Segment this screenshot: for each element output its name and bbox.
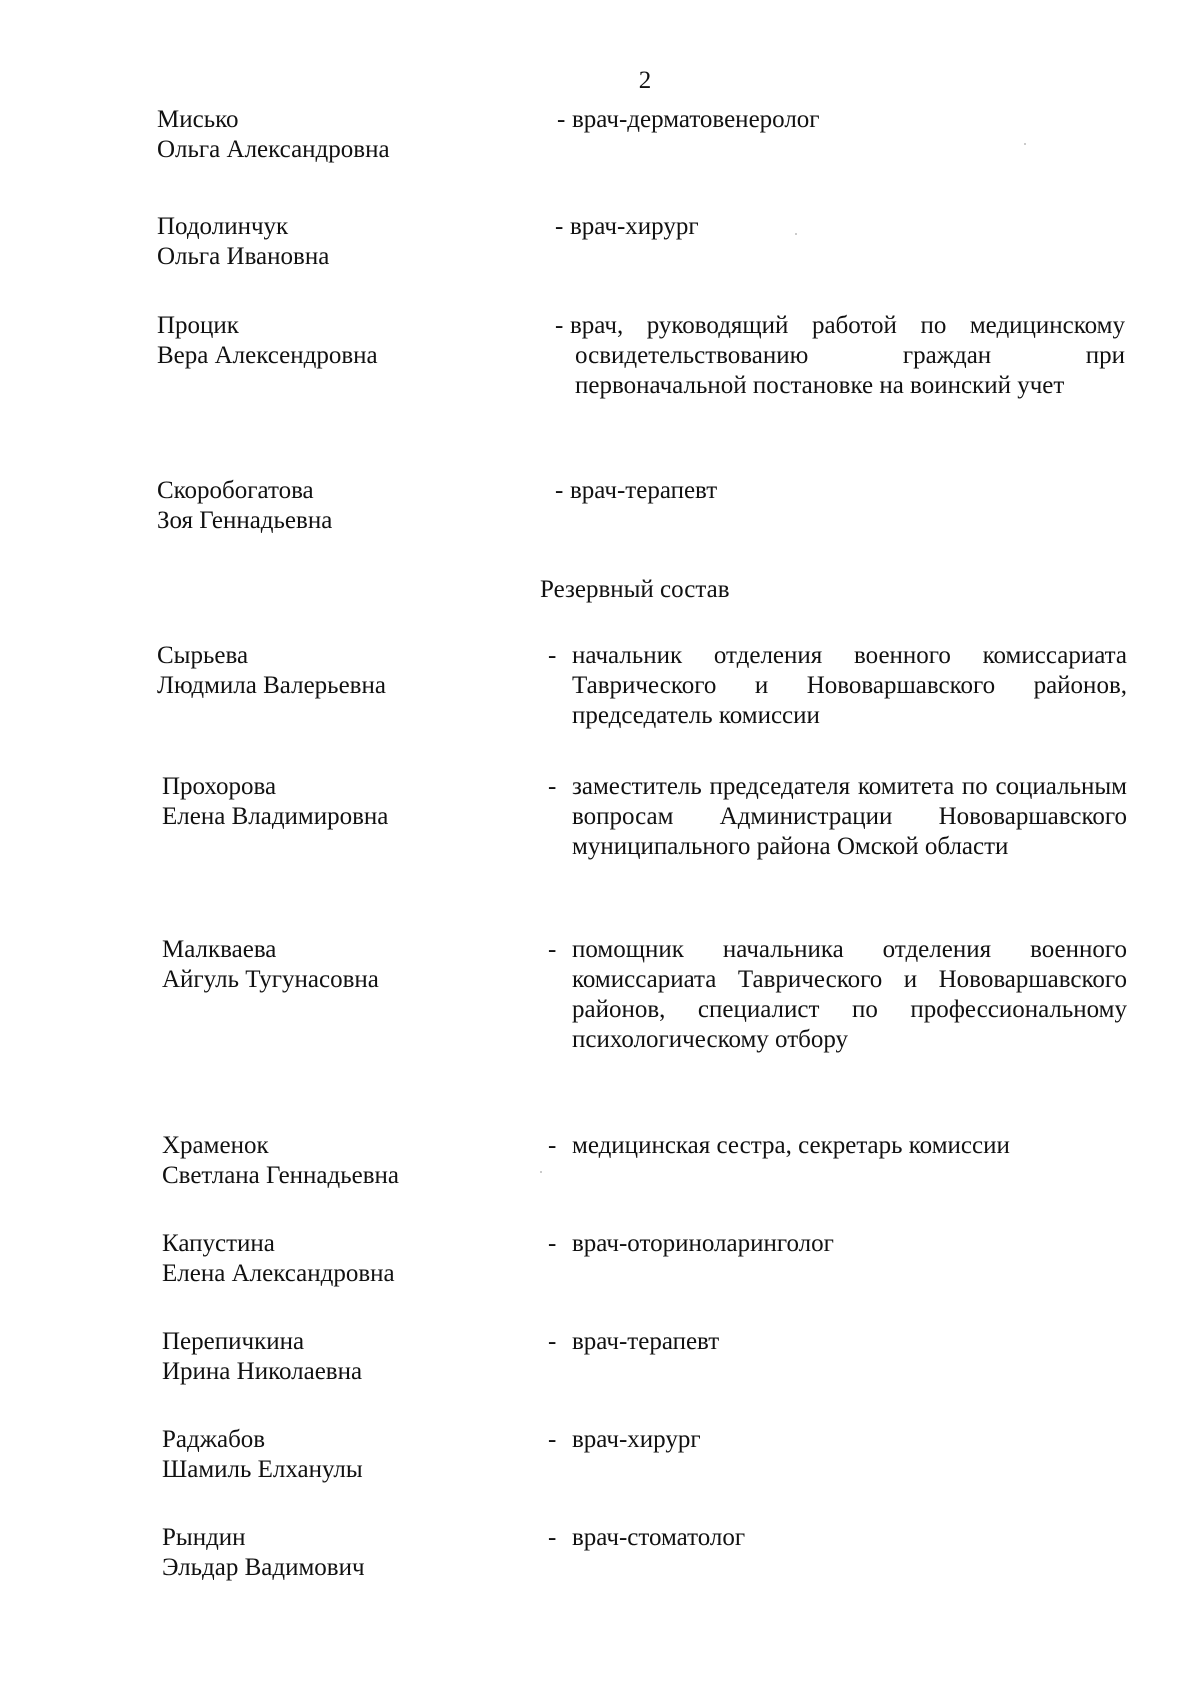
dash: - [548,1230,557,1257]
member-surname: Мисько [157,106,239,133]
dash: - [555,477,564,504]
member-role: заместитель председателя комитета по социальным вопросам Администрации Нововаршавского муниципального района Омской области [572,773,1127,860]
member-name [157,641,487,701]
member-name [162,1229,492,1289]
page-number: 2 [638,67,652,94]
member-role: врач-дерматовенеролог [572,106,820,133]
dash: - [548,1132,557,1159]
member-name [162,1131,492,1191]
member-surname: Прохорова [162,773,277,800]
dash: - [548,1426,557,1453]
member-surname: Рындин [162,1524,246,1551]
member-name [162,1327,492,1387]
member-role: врач-оториноларинголог [572,1230,834,1257]
member-role: врач-терапевт [572,1328,720,1355]
member-name [162,772,492,832]
member-given-names: Зоя Геннадьевна [157,507,333,534]
member-role: врач-стоматолог [572,1524,746,1551]
member-given-names: Елена Александровна [162,1260,395,1287]
dash: - [548,1328,557,1355]
member-role: врач, руководящий работой по медицинскому освидетельствованию граждан при первоначальной постановке на воинский учет [570,312,1125,399]
reserve-heading: Резервный состав [540,576,730,603]
member-name [157,105,487,165]
dash: - [548,1524,557,1551]
member-role: медицинская сестра, секретарь комиссии [572,1132,1010,1159]
dash: - [555,312,564,339]
member-name [157,311,487,371]
member-name [157,476,487,536]
member-surname: Раджабов [162,1426,266,1453]
member-role: врач-терапевт [570,477,718,504]
member-given-names: Эльдар Вадимович [162,1554,365,1581]
member-surname: Подолинчук [157,213,289,240]
scan-speck [540,1171,542,1173]
member-surname: Сырьева [157,642,249,669]
member-given-names: Шамиль Елханулы [162,1456,363,1483]
member-role: врач-хирург [572,1426,701,1453]
member-surname: Скоробогатова [157,477,314,504]
dash: - [557,106,566,133]
member-given-names: Айгуль Тугунасовна [162,966,379,993]
member-surname: Процик [157,312,239,339]
member-given-names: Ольга Ивановна [157,243,330,270]
member-given-names: Светлана Геннадьевна [162,1162,400,1189]
scan-speck [795,233,797,235]
member-name [162,935,492,995]
member-name [162,1523,492,1583]
member-surname: Храменок [162,1132,269,1159]
member-given-names: Елена Владимировна [162,803,389,830]
member-given-names: Ирина Николаевна [162,1358,363,1385]
dash: - [548,773,557,800]
member-surname: Перепичкина [162,1328,305,1355]
member-name [162,1425,492,1485]
scan-speck [1024,143,1026,145]
member-given-names: Вера Алексендровна [157,342,378,369]
member-given-names: Людмила Валерьевна [157,672,386,699]
dash: - [555,213,564,240]
member-given-names: Ольга Александровна [157,136,390,163]
dash: - [548,936,557,963]
member-surname: Капустина [162,1230,275,1257]
member-role: врач-хирург [570,213,699,240]
member-name [157,212,487,272]
member-role: помощник начальника отделения военного комиссариата Таврического и Нововаршавского районов, специалист по профессиональному психологическому отбору [572,936,1127,1053]
member-role: начальник отделения военного комиссариата Таврического и Нововаршавского районов, председатель комиссии [572,642,1127,729]
member-surname: Малкваева [162,936,277,963]
dash: - [548,642,557,669]
